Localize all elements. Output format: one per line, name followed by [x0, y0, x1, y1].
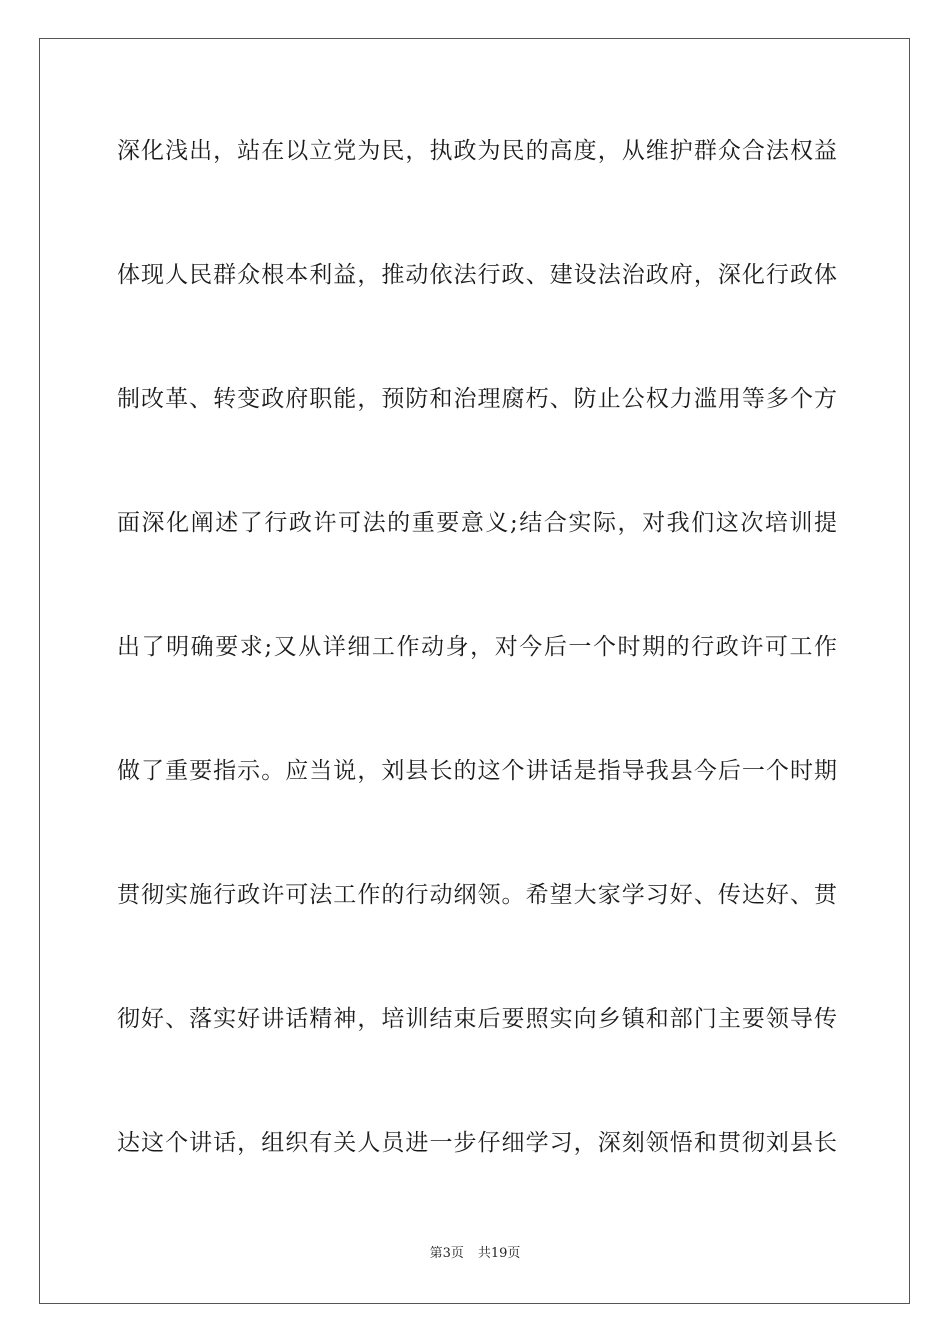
text-line: 做了重要指示。应当说，刘县长的这个讲话是指导我县今后一个时期 — [117, 758, 837, 784]
page-footer — [0, 1244, 950, 1264]
text-line: 制改革、转变政府职能，预防和治理腐朽、防止公权力滥用等多个方 — [117, 386, 837, 412]
text-line: 面深化阐述了行政许可法的重要意义;结合实际，对我们这次培训提 — [117, 510, 837, 536]
text-line: 贯彻实施行政许可法工作的行动纲领。希望大家学习好、传达好、贯 — [117, 882, 837, 908]
text-line: 达这个讲话，组织有关人员进一步仔细学习，深刻领悟和贯彻刘县长 — [117, 1130, 837, 1156]
current-page-label: 第3页 — [429, 1246, 464, 1261]
text-line: 深化浅出，站在以立党为民，执政为民的高度，从维护群众合法权益 — [117, 138, 837, 164]
text-line: 出了明确要求;又从详细工作动身，对今后一个时期的行政许可工作 — [117, 634, 837, 660]
text-line: 体现人民群众根本利益，推动依法行政、建设法治政府，深化行政体 — [117, 262, 837, 288]
document-body — [117, 120, 837, 1236]
text-line: 彻好、落实好讲话精神，培训结束后要照实向乡镇和部门主要领导传 — [117, 1006, 837, 1032]
total-pages-label: 共19页 — [477, 1246, 521, 1261]
